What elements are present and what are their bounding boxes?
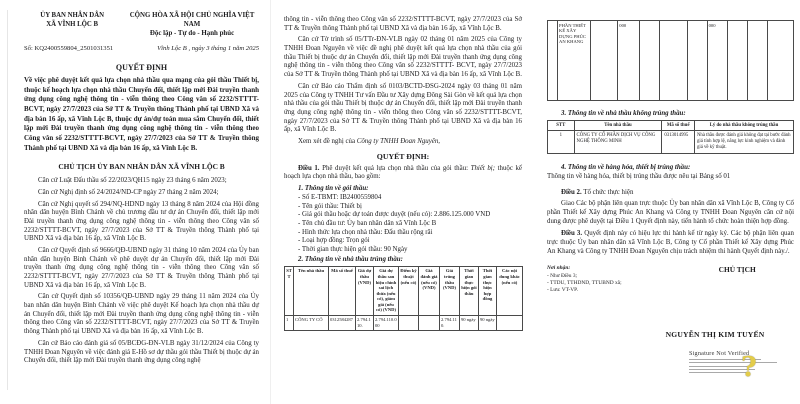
package-info-item: - Hình thức lựa chọn nhà thầu: Đấu thầu rộng rãi xyxy=(298,228,433,236)
winning-bidder-table-continuation xyxy=(547,20,794,101)
recital: Căn cứ Nghị định số 24/2024/ND-CP ngày 27 tháng 2 năm 2024; xyxy=(38,188,219,196)
table-cell: 2.794.110. xyxy=(440,315,460,330)
doc-number-row xyxy=(24,45,259,52)
article-1-text: Phê duyệt kết quả lựa chọn nhà thầu của gói thầu: xyxy=(319,164,471,172)
table-header-cell: Tên nhà thầu xyxy=(294,266,329,315)
recipient-item: - Như Điều 3; xyxy=(547,272,578,279)
document-page-1 xyxy=(24,12,259,369)
section-4-text: Thông tin về hàng hóa, thiết bị trúng thầu được nêu tại Bảng số 01 xyxy=(547,172,731,180)
signature-detail-line xyxy=(689,372,747,373)
page-edge-line xyxy=(7,10,8,390)
table-header-cell: Giá trúng thầu (VND) xyxy=(440,266,460,315)
article-3-text: Quyết định này có hiệu lực thi hành kể từ ngày ký. Các bộ phận liên quan trực thuộc Ủy ban nhân dân xã Vĩnh Lộc B, Công ty Cổ phần Thiết kế Xây dựng Phúc An Khang và Công ty TNHH Đoan Nguyên chịu trách nhiệm thi hành Quyết định này./. xyxy=(547,230,794,255)
table-cell: 0313014995 xyxy=(662,131,695,154)
motto-line1: CỘNG HÒA XÃ HỘI CHỦ NGHĨA VIỆT NAM xyxy=(129,12,255,28)
signature-status: Signature Not Verified xyxy=(689,350,750,357)
motto-line2: Độc lập - Tự do - Hạnh phúc xyxy=(149,29,235,37)
signer-name: NGUYỄN THỊ KIM TUYẾN xyxy=(665,330,765,339)
issuing-org xyxy=(24,12,120,30)
article-3 xyxy=(547,230,794,256)
article-1-package: Thiết bị; xyxy=(470,164,496,172)
doc-number: Số: KQ2400559804_2501031351 xyxy=(24,44,114,52)
table-cell xyxy=(591,21,618,101)
table-header-cell: Giá dự thầu sau hiệu chỉnh sai lệch thừa (nếu có), giảm giá (nếu có) (VND) xyxy=(374,266,399,315)
table-cell: 1 xyxy=(548,131,575,154)
package-info-item: - Tên chủ đầu tư: Ủy ban nhân dân xã Vĩnh Lộc B xyxy=(298,220,437,228)
footer-row xyxy=(547,265,794,294)
table-cell xyxy=(727,21,747,101)
article-2-label: Điều 2. xyxy=(561,188,582,196)
consideration-company: Công ty TNHH Đoan Nguyên, xyxy=(356,137,441,145)
table-cell: 90 ngày xyxy=(479,315,497,330)
org-name-line1: ỦY BAN NHÂN DÂN xyxy=(40,12,105,19)
table-cell xyxy=(747,21,767,101)
table-cell xyxy=(548,21,558,101)
recital: Căn cứ Báo cáo đánh giá số 05/BCĐG-ĐN-VLB ngày 31/12/2024 của Công ty TNHH Đoan Nguyên về việc đánh giá E-Hồ sơ dự thầu gói thầu Thiết bị thuộc dự án Chuyển đổi, thiết lập mới Đài truyền thanh ứng dụng công nghệ xyxy=(24,339,259,365)
table-cell xyxy=(419,315,440,330)
article-2-title: Tổ chức thực hiện xyxy=(581,188,634,196)
table-header-cell: Mã số thuế xyxy=(329,266,356,315)
losing-bidder-table xyxy=(547,120,794,154)
table-cell: 2.794.110. xyxy=(356,315,374,330)
table-cell xyxy=(767,21,793,101)
consideration-prefix: Xem xét đề nghị của xyxy=(298,137,357,145)
package-info-item: - Tên gói thầu: Thiết bị xyxy=(298,202,362,210)
section-3-heading: 3. Thông tin về nhà thầu không trúng thầu: xyxy=(561,110,686,117)
recital-continuation: thông tin - viễn thông theo Công văn số 2232/STTTT-BCVT, ngày 27/7/2023 của Sở TT & Truyền thông Thành phố tại UBND Xã và địa bàn 16 ấp, xã Vĩnh Lộc B. xyxy=(284,16,522,32)
table-header-cell: STT xyxy=(548,121,575,131)
table-cell: 1 xyxy=(285,315,294,330)
signer-title: CHỦ TỊCH xyxy=(718,265,756,275)
authority-heading: CHỦ TỊCH ỦY BAN NHÂN DÂN XÃ VĨNH LỘC B xyxy=(58,162,225,172)
package-info-item: - Thời gian thực hiện gói thầu: 90 Ngày xyxy=(298,246,408,254)
table-cell xyxy=(399,315,419,330)
recital: Căn cứ Nghị quyết số 294/NQ-HDND ngày 13 tháng 8 năm 2024 của Hội đồng nhân dân huyện Bình Chánh về chủ trương đầu tư dự án Chuyển đổi, thiết lập mới Đài truyền thanh ứng dụng công nghệ thông tin - viễn thông theo Công văn số 2232/STTTT-BCVT, ngày 27/7/2023 của Sở TT & Truyền thông Thành phố tại UBND Xã và địa bàn 16 ấp, xã Vĩnh Lộc B. xyxy=(24,200,259,243)
digital-signature-stamp xyxy=(689,350,789,383)
document-header xyxy=(24,12,259,39)
place-date: Vĩnh Lộc B , ngày 3 tháng 1 năm 2025 xyxy=(157,44,259,52)
table-cell: PHẦN THIẾT KẾ XÂY DỰNG PHÚC AN KHANG xyxy=(558,21,591,101)
table-cell: CÔNG TY CỔ PHẦN DỊCH VỤ CÔNG NGHỆ THÔNG MINH xyxy=(574,131,662,154)
table-header-cell: Thời gian thực hiện hợp đồng xyxy=(479,266,497,315)
decision-title: QUYẾT ĐỊNH xyxy=(115,62,168,72)
table-header-cell: Thời gian thực hiện gói thầu xyxy=(460,266,479,315)
table-header-cell: Các nội dung khác (nếu có) xyxy=(497,266,523,315)
table-cell: CÔNG TY CỔ xyxy=(294,315,329,330)
table-cell xyxy=(687,21,707,101)
table-cell: 000 xyxy=(707,21,727,101)
winning-table-row xyxy=(285,315,523,330)
signature-detail-line xyxy=(689,362,777,363)
org-name-line2: XÃ VĨNH LỘC B xyxy=(46,20,99,28)
page-divider-line xyxy=(270,0,271,404)
table-header-cell: Tên nhà thầu xyxy=(574,121,662,131)
table-cell xyxy=(497,315,523,330)
section-1-heading: 1. Thông tin về gói thầu: xyxy=(298,185,369,192)
recital: Căn cứ Báo cáo Thẩm định số 0103/BCTD-ĐSG-2024 ngày 03 tháng 01 năm 2025 của Công ty TNHH Tư vấn Đầu tư Xây dựng Đông Sài Gòn về kết quả lựa chọn nhà thầu của gói thầu Thiết bị thuộc dự án Chuyển đổi, thiết lập mới Đài truyền thanh ứng dụng công nghệ thông tin - viễn thông theo Công văn số 2232/STTTT-BCVT, ngày 27/7/2023 của Sở TT & Truyền thông Thành phố tại UBND Xã và địa bàn 16 ấp, xã Vĩnh Lộc B. xyxy=(284,82,522,134)
document-page-2 xyxy=(284,16,522,331)
section-4-heading: 4. Thông tin về hàng hóa, thiết bị trúng thầu: xyxy=(561,163,691,171)
recital: Căn cứ Tờ trình số 05/TTr-ĐN-VLB ngày 02 tháng 01 năm 2025 của Công ty TNHH Đoan Nguyên về việc đề nghị phê duyệt kết quả lựa chọn nhà thầu của gói thầu Thiết bị thuộc dự án Chuyển đổi, thiết lập mới Đài truyền thanh ứng dụng công nghệ thông tin - viễn thông theo Công văn số 2232/STTTT- BCVT, ngày 27/7/2023 của Sở TT & Truyền thông Thành phố tại UBND Xã và địa bàn 16 ấp, xã Vĩnh Lộc B. xyxy=(284,36,522,79)
winning-table-continuation-row xyxy=(548,21,794,101)
section-2-heading: 2. Thông tin về nhà thầu trúng thầu: xyxy=(298,255,403,263)
national-motto xyxy=(125,12,259,39)
consideration-line xyxy=(284,138,522,147)
recipient-item: - Lưu: VT-VP. xyxy=(547,287,578,294)
recipient-item: - TTDU, TTHDND, TTUBND xã; xyxy=(547,280,622,287)
decision-heading: QUYẾT ĐỊNH: xyxy=(376,151,430,161)
article-3-label: Điều 3. xyxy=(561,230,583,238)
table-cell: 0312584287 xyxy=(329,315,356,330)
package-info-item: - Loại hợp đồng: Trọn gói xyxy=(298,237,370,245)
table-cell: 2.794.110.000 xyxy=(374,315,399,330)
recital: Căn cứ Quyết định số 9666/QĐ-UBND ngày 31 tháng 10 năm 2024 của Ủy ban nhân dân huyện Bình Chánh về phê duyệt dự án Chuyển đổi, thiết lập mới Đài truyền thanh ứng dụng công nghệ thông tin - viễn thông theo Công văn số 2232/STTTT-BCVT, ngày 27/7/2023 của Sở TT & Truyền thông Thành phố tại UBND Xã và địa bàn 16 ấp, xã Vĩnh Lộc B. xyxy=(24,246,259,289)
table-cell: 000 xyxy=(618,21,640,101)
article-1 xyxy=(284,165,522,182)
article-2-text: Giao Các bộ phận liên quan trực thuộc Ủy ban nhân dân xã Vĩnh Lộc B, Công ty Cổ phần Thiết kế Xây dựng Phúc An Khang và Công ty TNHH Đoan Nguyên căn cứ nội dung được phê duyệt tại Điều 1 Quyết định này, tiến hành tổ chức hoàn thiện hợp đồng. xyxy=(547,200,794,225)
recipients-label: Nơi nhận: xyxy=(547,265,571,272)
winning-bidder-table xyxy=(284,266,523,331)
package-info-item: - Số E-TBMT: IB2400559804 xyxy=(298,194,382,201)
table-cell xyxy=(660,21,687,101)
article-1-label: Điều 1. xyxy=(298,164,320,172)
table-header-cell: Giá dự thầu (VND) xyxy=(356,266,374,315)
recital: Căn cứ Quyết định số 10356/QĐ-UBND ngày 29 tháng 11 năm 2024 của Ủy ban nhân dân huyện Bình Chánh về việc phê duyệt Kế hoạch lựa chọn nhà thầu dự án Chuyển đổi, thiết lập mới Đài truyền thanh ứng dụng công nghệ thông tin - viễn thông theo Công văn số 2232/STTTT-BCVT, ngày 27/7/2023 của Sở TT & Truyền thông Thành phố tại UBND Xã và địa bàn 16 ấp, xã Vĩnh Lộc B. xyxy=(24,293,259,336)
table-header-cell: Lý do nhà thầu không trúng thầu xyxy=(694,121,793,131)
recipients-block xyxy=(547,265,622,294)
signature-detail-line xyxy=(689,366,749,367)
article-2-heading xyxy=(547,189,794,198)
winning-table-header-row xyxy=(285,266,523,315)
recital: Căn cứ Luật Đấu thầu số 22/2023/QH15 ngày 23 tháng 6 năm 2023; xyxy=(38,177,227,185)
table-header-cell: Giá đánh giá (nếu có) (VND) xyxy=(419,266,440,315)
question-mark-icon: ? xyxy=(741,352,757,383)
decision-subject: Về việc phê duyệt kết quả lựa chọn nhà thầu qua mạng của gói thầu Thiết bị, thuộc kế hoạch lựa chọn nhà thầu Chuyển đổi, thiết lập mới Đài truyền thanh ứng dụng công nghệ thông tin - viễn thông theo Công văn số 2232/STTTT-BCVT, ngày 27/7/2023 của Sở TT & Truyền thông Thành phố tại UBND Xã và địa bàn 16 ấp, xã Vĩnh Lộc B, thuộc dự án/dự toán mua sắm Chuyển đổi, thiết lập mới Đài truyền thanh ứng dụng công nghệ thông tin - viễn thông theo Công văn số 2232/STTTT-BCVT, ngày 27/7/2023 của Sở TT & Truyền thông Thành phố tại UBND Xã và địa bàn 16 ấp, xã Vĩnh Lộc B. xyxy=(24,75,259,152)
article-1-text2: thuộc kế hoạch lựa chọn nhà thầu, bao gồm: xyxy=(284,164,522,181)
table-header-cell: STT xyxy=(285,266,294,315)
table-header-cell: Điểm kỹ thuật (nếu có) xyxy=(399,266,419,315)
table-cell: Nhà thầu được đánh giá không đạt tại bước đánh giá tính hợp lệ, năng lực kinh nghiệm và đánh giá về kỹ thuật. xyxy=(694,131,793,154)
table-header-cell: Mã số thuế xyxy=(662,121,695,131)
document-page-3 xyxy=(547,14,794,383)
table-cell: 90 ngày xyxy=(460,315,479,330)
losing-table-row xyxy=(548,131,794,154)
table-cell xyxy=(640,21,660,101)
losing-table-header-row xyxy=(548,121,794,131)
package-info-item: - Giá gói thầu hoặc dự toán được duyệt (nếu có): 2.886.125.000 VND xyxy=(298,211,491,219)
